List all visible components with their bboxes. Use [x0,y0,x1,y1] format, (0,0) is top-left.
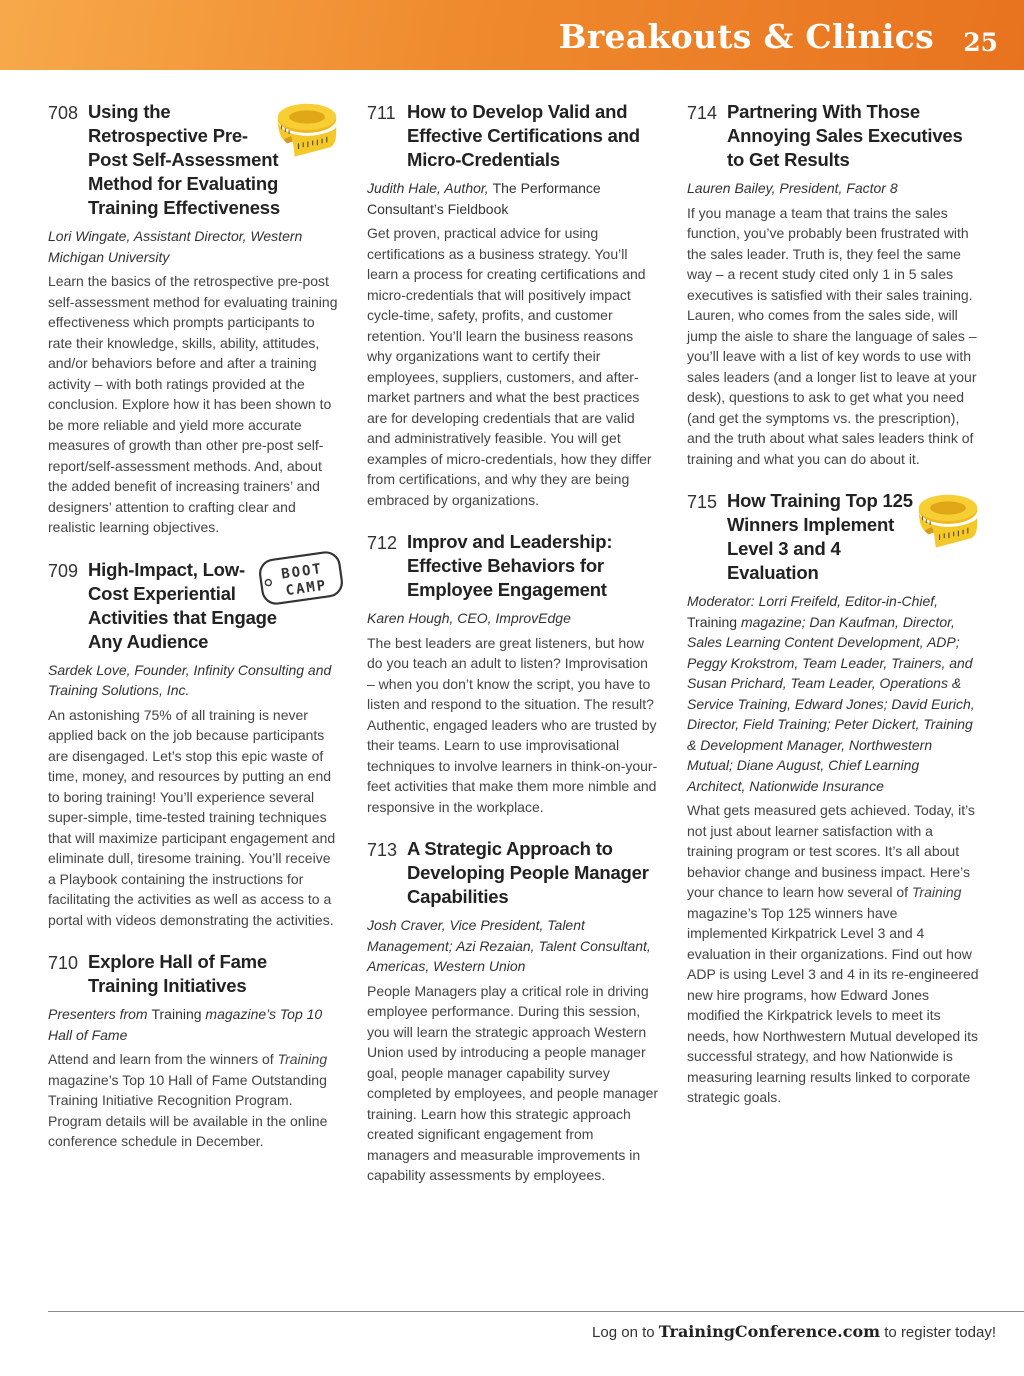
session-title: Improv and Leadership: Effective Behaviors for Employee Engagement [407,531,613,600]
session-description: An astonishing 75% of all training is never applied back on the job because participants are disengaged. Let’s stop this epic waste of time, money, and resources by putting an end to boring training! You’ll experience several super-simple, time-tested training techniques that will maximize participant engagement and eliminate dull, tiresome training. You’ll receive a Playbook containing the instructions for facilitating the activities as well as access to a portal with videos demonstrating the activities. [48,706,336,928]
session-speaker [687,591,979,796]
session-title: How Training Top 125 Winners Implement Level 3 and 4 Evaluation [727,490,913,583]
session-title: Using the Retrospective Pre-Post Self-Assessment Method for Evaluating Training Effectiveness [88,101,280,218]
description-publication: Training [277,1051,328,1067]
session-title: How to Develop Valid and Effective Certifications and Micro-Credentials [407,101,640,170]
session-709 [48,558,340,931]
footer-prefix: Log on to [592,1324,659,1341]
session-description: People Managers play a critical role in driving employee performance. During this session, you will learn the strategic approach Western Union used by introducing a people manager goal, people manager capability survey completed by employees, and people manager training. Learn how this strategic approach created significant engagement from managers and measurable improvements in capability assessments by employees. [367,982,659,1183]
speaker-publication: Training [687,613,738,630]
session-heading [687,100,979,172]
tape-measure-icon [915,491,981,557]
session-number: 715 [687,492,718,512]
speaker-text: Moderator: Lorri Freifeld, Editor-in-Chief, [687,593,939,609]
session-711 [367,100,659,510]
tape-measure-icon [274,100,340,166]
session-712 [367,530,659,817]
session-710 [48,950,340,1152]
session-715 [687,489,979,1108]
column-right [687,100,979,1128]
session-number: 709 [48,560,79,581]
session-number: 711 [367,103,396,123]
column-left [48,100,340,1172]
session-number: 714 [687,103,718,123]
session-number: 708 [48,103,79,123]
session-heading [367,530,659,602]
speaker-text: Judith Hale, Author, [367,180,493,196]
session-708 [48,100,340,538]
speaker-publication: The Performance Consultant’s Fieldbook [367,180,601,217]
description-text: magazine’s Top 10 Hall of Fame Outstanding Training Initiative Recognition Program. Program details will be available in the online conference schedule in December. [48,1071,328,1149]
session-speaker [367,178,659,219]
speaker-text: magazine’s Top 10 Hall of Fame [48,1006,323,1043]
session-713 [367,837,659,1186]
session-description: If you manage a team that trains the sales function, you’ve probably been frustrated with the sales leader. Truth is, they feel the same way – a recent study cited only 1 in 5 sales executives is satisfied with their sales training. Lauren, who comes from the sales side, will jump the aisle to share the language of sales – you’ll leave with a list of key words to use with sales leaders (and a longer list to leave at your desk), questions to ask to get what you need (and get the symptoms vs. the prescription), and the truth about what sales leaders think of training and what you can do about it. [687,204,977,467]
session-heading [367,837,659,909]
footer-suffix: to register today! [880,1324,996,1341]
footer-divider [48,1311,1024,1312]
session-speaker [48,1004,340,1045]
session-title: High-Impact, Low-Cost Experiential Activities that Engage Any Audience [88,558,277,652]
session-speaker: Sardek Love, Founder, Infinity Consulting and Training Solutions, Inc. [48,661,332,698]
session-speaker: Lauren Bailey, President, Factor 8 [687,180,898,196]
footer [592,1322,996,1341]
section-title: Breakouts & Clinics [558,17,934,56]
session-description: Get proven, practical advice for using certifications as a business strategy. You’ll learn a process for creating certifications and micro-credentials that will positively impact cycle-time, safety, profits, and customer retention. You’ll learn the business reasons why organizations want to certify their employees, suppliers, customers, and after-market partners and what the best practices are for developing credentials that are valid and administratively feasible. You will get examples of micro-credentials, how they differ from certifications, and why they are being embraced by organizations. [367,225,652,508]
session-title: A Strategic Approach to Developing People Manager Capabilities [407,838,649,907]
session-number: 710 [48,953,79,973]
speaker-publication: Training [151,1006,202,1022]
session-description [687,800,979,1108]
session-speaker: Josh Craver, Vice President, Talent Management; Azi Rezaian, Talent Consultant, Americas, Western Union [367,917,651,974]
description-text: magazine’s Top 125 winners have implemented Kirkpatrick Level 3 and 4 evaluation in their organizations. Find out how ADP is using Level 3 and 4 in its re-engineered new hire programs, how Edward Jones modified the Kirkpatrick levels to meet its needs, how Northwestern Mutual developed its successful strategy, and how Nationwide is measuring learning results linked to corporate strategic goals. [687,904,979,1105]
description-text: Attend and learn from the winners of [48,1051,278,1067]
session-title: Partnering With Those Annoying Sales Executives to Get Results [727,101,963,170]
page-number: 25 [963,28,998,57]
session-speaker: Lori Wingate, Assistant Director, Western Michigan University [48,228,303,265]
speaker-text: magazine; Dan Kaufman, Director, Sales Learning Content Development, ADP; Peggy Krokstrom, Team Leader, Trainers, and Susan Prichard, Team Leader, Operations & Service Training, Edward Jones; David Eurich, Director, Field Training; Peter Dickert, Training & Development Manager, Northwestern Mutual; Diane August, Chief Learning Architect, Nationwide Insurance [687,613,975,794]
session-number: 712 [367,533,398,553]
description-text: What gets measured gets achieved. Today, it’s not just about learner satisfaction with a training program or test scores. It’s all about behavior change and business impact. Here’s your chance to learn how several of [687,802,975,900]
boot-camp-line2: CAMP [284,577,329,599]
page-header [0,0,1024,70]
footer-site-link[interactable]: TrainingConference.com [658,1322,881,1341]
session-description [48,1049,340,1152]
description-publication: Training [911,884,962,900]
column-middle [367,100,659,1206]
session-heading [48,950,340,998]
speaker-text: Presenters from [48,1006,152,1022]
session-heading [367,100,659,172]
session-title: Explore Hall of Fame Training Initiatives [88,951,267,996]
session-description: The best leaders are great listeners, but how do you teach an adult to listen? Improvisation – when you don’t know the script, you have to listen and respond to the situation. The result? Authentic, engaged leaders who are trusted by their teams. Learn to use improvisational techniques to involve learners in think-on-your-feet activities that make them more nimble and responsive in the workplace. [367,634,658,815]
boot-camp-stamp-icon [256,548,346,608]
session-number: 713 [367,840,398,860]
boot-camp-line1: BOOT [280,560,324,583]
session-description: Learn the basics of the retrospective pre-post self-assessment method for evaluating training effectiveness which prompts participants to rate their knowledge, skills, ability, attitudes, and/or behaviors before and after a training activity – with both ratings provided at the conclusion. Explore how it has been shown to be more reliable and yield more accurate measures of growth than other pre-post self-report/self-assessment methods. And, about the added benefit of increasing trainers’ and designers’ attention to crafting clear and realistic learning objectives. [48,273,338,535]
session-714 [687,100,979,469]
session-speaker: Karen Hough, CEO, ImprovEdge [367,610,571,626]
